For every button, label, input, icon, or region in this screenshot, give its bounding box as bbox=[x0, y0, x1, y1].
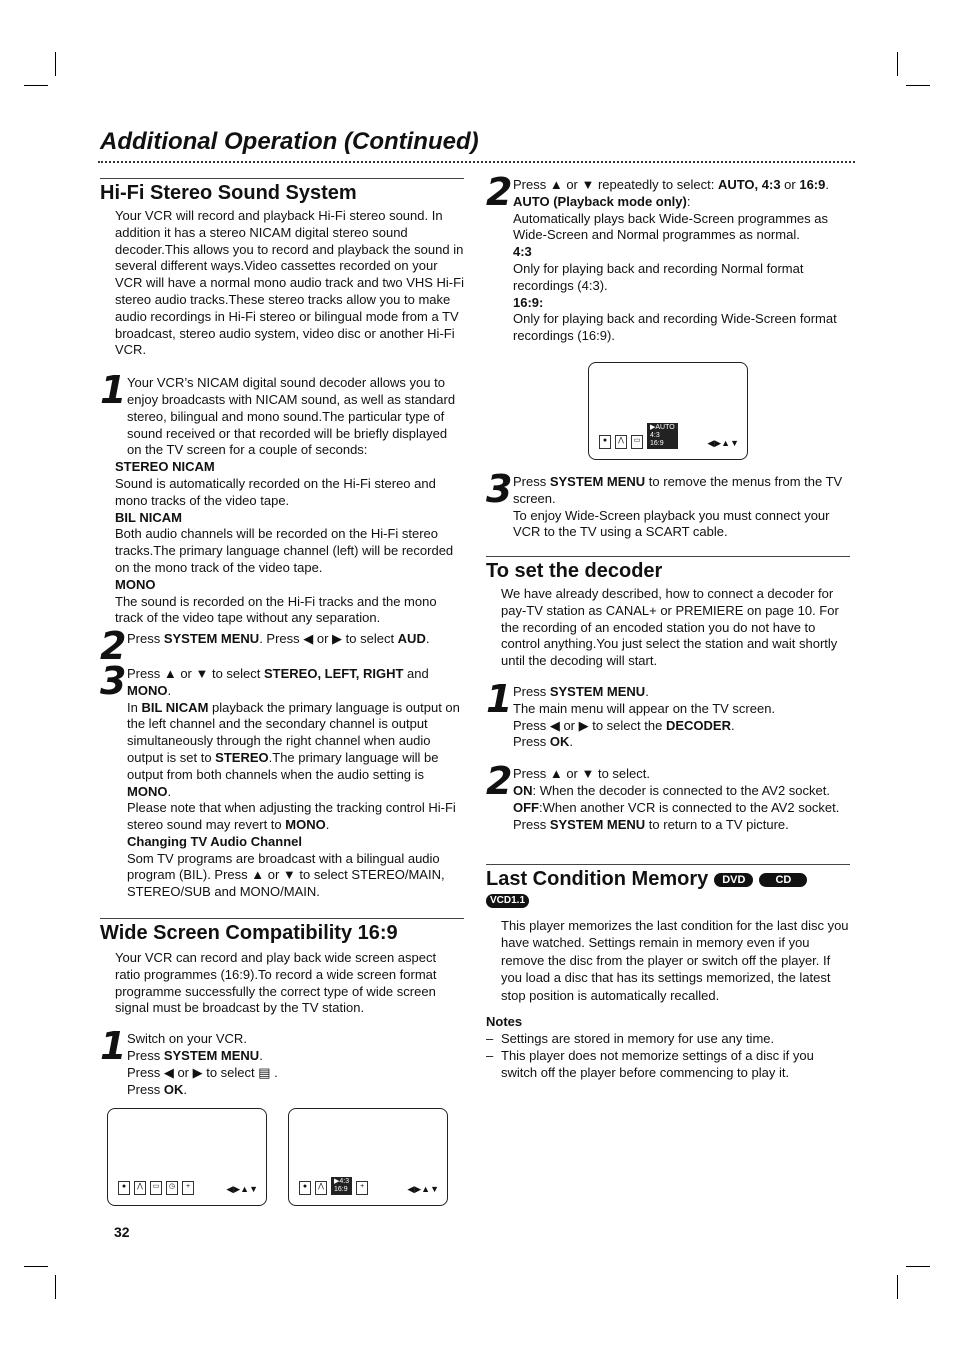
wide-continued bbox=[486, 170, 850, 345]
mono-text: The sound is recorded on the Hi-Fi tracks and the mono track of the video tape without any separation. bbox=[115, 593, 437, 626]
hifi-step-3-text: Press ▲ or ▼ to select STEREO, LEFT, RIGHT and MONO. bbox=[127, 665, 429, 698]
tv-icon: ▭ bbox=[631, 435, 643, 449]
wide-step-1-line-3: Press ◀ or ▶ to select ▤ . bbox=[127, 1064, 278, 1080]
osd-menu-bar bbox=[599, 424, 739, 449]
wide-step-3 bbox=[486, 467, 850, 541]
crop-mark bbox=[906, 1266, 930, 1267]
tracking-text: Please note that when adjusting the tracking control Hi-Fi stereo sound may revert to MONO. bbox=[127, 800, 456, 833]
decoder-step-1-line-1: Press SYSTEM MENU. bbox=[513, 683, 649, 699]
wide-step-2-text: Press ▲ or ▼ repeatedly to select: AUTO, 4:3 or 16:9. bbox=[513, 177, 829, 192]
notes-list bbox=[486, 1031, 850, 1081]
note-item: – Settings are stored in memory for use any time. bbox=[486, 1031, 775, 1047]
crop-mark bbox=[897, 1275, 898, 1299]
step-number: 2 bbox=[100, 624, 127, 669]
antenna-icon: ⋀ bbox=[615, 435, 627, 449]
lcm-heading bbox=[486, 864, 850, 890]
nav-arrows-icon: ◀▶▲▼ bbox=[226, 1184, 258, 1194]
decoder-step-2-line-4: Press SYSTEM MENU to return to a TV picture. bbox=[513, 816, 789, 832]
mono-title: MONO bbox=[115, 576, 156, 592]
auto-text: Automatically plays back Wide-Screen programmes as Wide-Screen and Normal programmes as normal. bbox=[513, 210, 829, 243]
crop-mark bbox=[906, 85, 930, 86]
note-item: – This player does not memorize settings of a disc if you switch off the player before commencing to play it. bbox=[486, 1047, 814, 1080]
osd-menu-bar bbox=[118, 1173, 258, 1195]
aspect-options: ▶AUTO 4:3 16:9 bbox=[647, 423, 678, 449]
auto-title: AUTO (Playback mode only): bbox=[513, 193, 691, 209]
bil-playback-text: In BIL NICAM playback the primary language is output on the left channel and the secondary channel is output simultaneously through the right channel when audio output is set to STEREO.The primary language will be output from both channels when the audio setting is MONO. bbox=[127, 699, 460, 799]
lcm-text: This player memorizes the last condition for the last disc you have watched. Settings remain in memory even if you remove the disc from the player or switch off the player. If you load a disc that has its settings memorized, the latest stop position is automatically recalled. bbox=[501, 917, 849, 1003]
aspect-options: ▶4:3 16:9 bbox=[331, 1177, 352, 1195]
tv-screen-aspect bbox=[288, 1108, 448, 1206]
title-divider bbox=[98, 161, 855, 163]
osd-menu-bar bbox=[299, 1173, 439, 1195]
dvd-badge: DVD bbox=[714, 873, 753, 887]
decoder-step-2 bbox=[486, 759, 850, 833]
wide-step-3-text: Press SYSTEM MENU to remove the menus from the TV screen. bbox=[513, 474, 843, 506]
page-title: Additional Operation (Continued) bbox=[100, 128, 479, 155]
hifi-modes bbox=[115, 459, 464, 627]
ratio-169-text: Only for playing back and recording Wide-Screen format recordings (16:9). bbox=[513, 311, 837, 344]
decoder-heading: To set the decoder bbox=[486, 556, 850, 582]
lcm-heading-text: Last Condition Memory bbox=[486, 868, 709, 890]
wide-step-1-line-1: Switch on your VCR. bbox=[127, 1031, 247, 1047]
decoder-step-1 bbox=[486, 676, 850, 751]
step-number: 3 bbox=[486, 467, 513, 511]
hifi-section bbox=[100, 178, 464, 901]
bil-nicam-title: BIL NICAM bbox=[115, 509, 182, 525]
decoder-step-2-line-1: Press ▲ or ▼ to select. bbox=[513, 766, 650, 782]
decoder-on-text: ON: When the decoder is connected to the AV2 socket. bbox=[513, 782, 830, 798]
wide-step-3-block bbox=[486, 467, 850, 541]
wide-step-1 bbox=[100, 1024, 464, 1098]
decoder-step-1-line-4: Press OK. bbox=[513, 734, 573, 750]
cd-badge: CD bbox=[759, 873, 807, 887]
decoder-section bbox=[486, 556, 850, 833]
vcd-badge: VCD1.1 bbox=[486, 894, 529, 908]
tv-screen-aspect-auto bbox=[588, 362, 748, 460]
lcm-section bbox=[486, 864, 850, 1081]
plus-icon: + bbox=[182, 1181, 194, 1195]
changing-audio-title: Changing TV Audio Channel bbox=[127, 833, 303, 849]
notes-title: Notes bbox=[486, 1014, 523, 1030]
wide-step-3-scart: To enjoy Wide-Screen playback you must connect your VCR to the TV using a SCART cable. bbox=[513, 507, 830, 540]
nav-arrows-icon: ◀▶▲▼ bbox=[707, 438, 739, 448]
wide-step-2 bbox=[486, 170, 850, 345]
hifi-step-3 bbox=[100, 658, 464, 901]
changing-audio-text: Som TV programs are broadcast with a bilingual audio program (BIL). Press ▲ or ▼ to select STEREO/MAIN, STEREO/SUB and MONO/MAIN. bbox=[127, 850, 445, 900]
wide-step-1-line-2: Press SYSTEM MENU. bbox=[127, 1047, 263, 1063]
antenna-icon: ⋀ bbox=[315, 1181, 327, 1195]
hifi-step-1-text: Your VCR’s NICAM digital sound decoder allows you to enjoy broadcasts with NICAM sound, as well as standard stereo, bilingual and mono sound.The particular type of sound received or that recorded will be briefly displayed on the TV screen for a couple of seconds: bbox=[127, 375, 456, 458]
crop-mark bbox=[897, 52, 898, 76]
decoder-step-1-line-2: The main menu will appear on the TV screen. bbox=[513, 700, 776, 716]
tv-icon: ▭ bbox=[150, 1181, 162, 1195]
crop-mark bbox=[24, 1266, 48, 1267]
hifi-step-2 bbox=[100, 624, 464, 669]
hifi-heading: Hi-Fi Stereo Sound System bbox=[100, 178, 464, 204]
plus-icon: + bbox=[356, 1181, 368, 1195]
hifi-step-2-text: Press SYSTEM MENU. Press ◀ or ▶ to select AUD. bbox=[127, 631, 430, 647]
step-number: 3 bbox=[100, 658, 127, 703]
wide-step-1-line-4: Press OK. bbox=[127, 1081, 187, 1097]
crop-mark bbox=[55, 52, 56, 76]
hifi-intro: Your VCR will record and playback Hi-Fi stereo sound. In addition it has a stereo NICAM digital stereo sound decoder.This allows you to record and playback the sound in several different ways.Video cassettes recorded on your VCR will have a normal mono audio track and two VHS Hi-Fi stereo audio tracks.These stereo tracks allow you to make audio recordings in Hi-Fi stereo or bilingual mode from a TV broadcast, stereo audio system, video disc or another Hi-Fi VCR. bbox=[115, 208, 464, 358]
step-number: 1 bbox=[100, 1024, 127, 1069]
clock-icon: ◷ bbox=[166, 1181, 178, 1195]
ratio-169-title: 16:9: bbox=[513, 294, 544, 310]
decoder-intro: We have already described, how to connect a decoder for pay-TV station as CANAL+ or PREMIERE on page 10. For the recording of an encoded station you do not have to control anything.You just select the station and wait shortly until the decoding will start. bbox=[501, 586, 839, 669]
stereo-nicam-title: STEREO NICAM bbox=[115, 459, 215, 475]
stereo-nicam-text: Sound is automatically recorded on the Hi-Fi stereo and mono tracks of the video tape. bbox=[115, 475, 436, 508]
decoder-step-1-line-3: Press ◀ or ▶ to select the DECODER. bbox=[513, 717, 735, 733]
step-number: 1 bbox=[486, 676, 513, 721]
bil-nicam-text: Both audio channels will be recorded on the Hi-Fi stereo tracks.The primary language channel (left) will be recorded on the mono track of the video tape. bbox=[115, 526, 454, 575]
wide-intro: Your VCR can record and play back wide screen aspect ratio programmes (16:9).To record a wide screen format programme successfully the correct type of wide screen signal must be broadcast by the TV station. bbox=[115, 950, 437, 1016]
ratio-43-text: Only for playing back and recording Normal format recordings (4:3). bbox=[513, 260, 804, 293]
crop-mark bbox=[55, 1275, 56, 1299]
rec-icon: ● bbox=[299, 1181, 311, 1195]
antenna-icon: ⋀ bbox=[134, 1181, 146, 1195]
tv-screen-menu bbox=[107, 1108, 267, 1206]
wide-section bbox=[100, 918, 464, 1098]
rec-icon: ● bbox=[118, 1181, 130, 1195]
nav-arrows-icon: ◀▶▲▼ bbox=[407, 1184, 439, 1194]
crop-mark bbox=[24, 85, 48, 86]
rec-icon: ● bbox=[599, 435, 611, 449]
step-number: 2 bbox=[486, 170, 513, 214]
step-number: 2 bbox=[486, 759, 513, 804]
wide-heading: Wide Screen Compatibility 16:9 bbox=[100, 918, 464, 944]
step-number: 1 bbox=[100, 368, 127, 413]
page-number: 32 bbox=[114, 1224, 130, 1240]
ratio-43-title: 4:3 bbox=[513, 244, 532, 260]
hifi-step-1 bbox=[100, 368, 464, 459]
decoder-off-text: OFF:When another VCR is connected to the AV2 socket. bbox=[513, 799, 840, 815]
